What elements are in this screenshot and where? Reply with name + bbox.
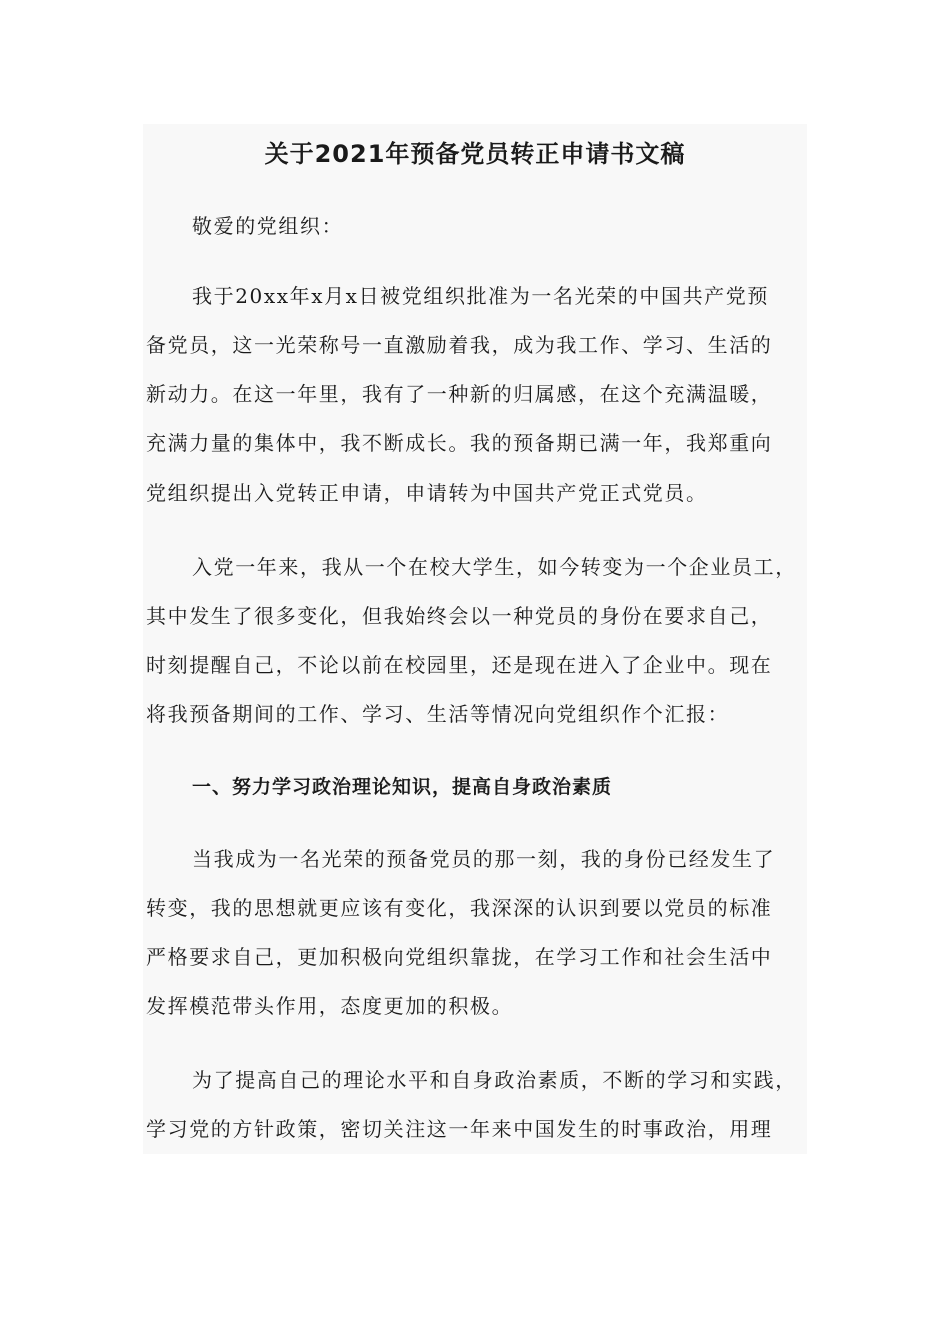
paragraph-line: 党组织提出入党转正申请，申请转为中国共产党正式党员。 [146, 481, 708, 505]
paragraph-line: 我于20xx年x月x日被党组织批准为一名光荣的中国共产党预 [192, 284, 769, 308]
paragraph-line: 严格要求自己，更加积极向党组织靠拢，在学习工作和社会生活中 [146, 945, 773, 969]
document-title: 关于2021年预备党员转正申请书文稿 [264, 140, 686, 168]
paragraph-line: 当我成为一名光荣的预备党员的那一刻，我的身份已经发生了 [192, 847, 776, 871]
paragraph-line: 时刻提醒自己，不论以前在校园里，还是现在进入了企业中。现在 [146, 653, 773, 677]
paragraph-line: 其中发生了很多变化，但我始终会以一种党员的身份在要求自己， [146, 604, 773, 628]
paragraph-line: 新动力。在这一年里，我有了一种新的归属感，在这个充满温暖， [146, 382, 773, 406]
paragraph-line: 发挥模范带头作用，态度更加的积极。 [146, 994, 514, 1018]
paragraph-line: 将我预备期间的工作、学习、生活等情况向党组织作个汇报： [146, 702, 730, 726]
paragraph-line: 备党员，这一光荣称号一直激励着我，成为我工作、学习、生活的 [146, 333, 773, 357]
section-heading: 一、努力学习政治理论知识，提高自身政治素质 [192, 776, 613, 798]
paragraph-line: 学习党的方针政策，密切关注这一年来中国发生的时事政治，用理 [146, 1117, 773, 1141]
paragraph-line: 为了提高自己的理论水平和自身政治素质，不断的学习和实践， [192, 1068, 797, 1092]
salutation: 敬爱的党组织： [192, 214, 344, 238]
paragraph-line: 充满力量的集体中，我不断成长。我的预备期已满一年，我郑重向 [146, 431, 773, 455]
paragraph-line: 入党一年来，我从一个在校大学生，如今转变为一个企业员工， [192, 555, 797, 579]
paragraph-line: 转变，我的思想就更应该有变化，我深深的认识到要以党员的标准 [146, 896, 773, 920]
